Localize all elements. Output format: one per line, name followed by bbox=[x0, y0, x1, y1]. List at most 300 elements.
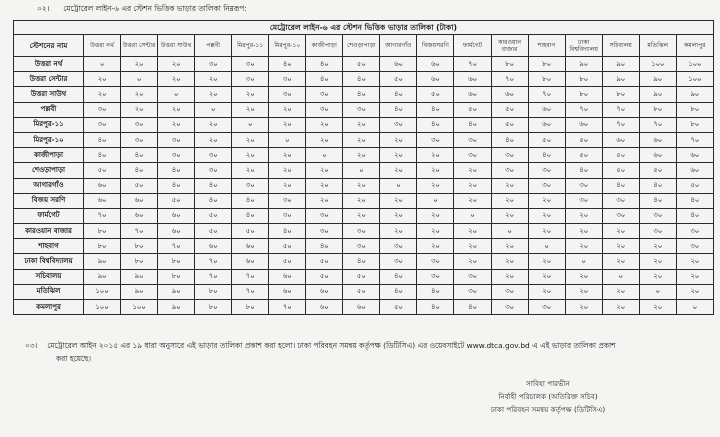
column-header: শেওড়াপাড়া bbox=[343, 35, 380, 57]
fare-cell: ৭০ bbox=[491, 72, 528, 87]
fare-cell: ২০ bbox=[602, 239, 639, 254]
fare-cell: ৬০ bbox=[639, 132, 676, 147]
fare-cell: ০ bbox=[417, 193, 454, 208]
fare-cell: ৫০ bbox=[269, 239, 306, 254]
station-name-cell: ঢাকা বিশ্ববিদ্যালয় bbox=[14, 254, 84, 269]
fare-cell: ৫০ bbox=[343, 269, 380, 284]
table-row bbox=[14, 254, 714, 269]
fare-cell: ২০ bbox=[343, 193, 380, 208]
fare-cell: ০ bbox=[380, 178, 417, 193]
fare-cell: ৩০ bbox=[417, 132, 454, 147]
fare-cell: ২০ bbox=[528, 254, 565, 269]
fare-cell: ৩০ bbox=[343, 239, 380, 254]
fare-cell: ৪০ bbox=[639, 178, 676, 193]
fare-table-body bbox=[14, 57, 714, 315]
fare-cell: ৭০ bbox=[158, 239, 195, 254]
fare-cell: ৪০ bbox=[417, 300, 454, 315]
column-header: উত্তরা সেন্টার bbox=[121, 35, 158, 57]
column-header: মিরপুর-১০ bbox=[269, 35, 306, 57]
fare-cell: ২০ bbox=[565, 300, 602, 315]
fare-cell: ২০ bbox=[565, 239, 602, 254]
fare-cell: ৮০ bbox=[158, 269, 195, 284]
fare-cell: ৩০ bbox=[454, 269, 491, 284]
fare-cell: ৮০ bbox=[232, 300, 269, 315]
fare-cell: ২০ bbox=[232, 163, 269, 178]
fare-cell: ৬০ bbox=[528, 102, 565, 117]
fare-cell: ২০ bbox=[121, 87, 158, 102]
fare-cell: ৭০ bbox=[454, 57, 491, 72]
fare-cell: ০ bbox=[528, 239, 565, 254]
table-row bbox=[14, 57, 714, 72]
fare-cell: ৩০ bbox=[528, 300, 565, 315]
fare-cell: ৬০ bbox=[269, 269, 306, 284]
station-name-cell: উত্তরা নর্থ bbox=[14, 57, 84, 72]
fare-cell: ৯০ bbox=[639, 87, 676, 102]
fare-cell: ৫০ bbox=[491, 117, 528, 132]
fare-cell: ৫০ bbox=[84, 163, 121, 178]
fare-cell: ৩০ bbox=[121, 132, 158, 147]
station-name-cell: উত্তরা সাউথ bbox=[14, 87, 84, 102]
fare-cell: ৪০ bbox=[454, 300, 491, 315]
column-header: সচিবালয় bbox=[602, 35, 639, 57]
fare-cell: ৪০ bbox=[306, 239, 343, 254]
table-row bbox=[14, 208, 714, 223]
fare-cell: ৯০ bbox=[121, 284, 158, 299]
fare-cell: ২০ bbox=[343, 117, 380, 132]
fare-cell: ০ bbox=[158, 87, 195, 102]
fare-cell: ২০ bbox=[343, 178, 380, 193]
fare-cell: ২০ bbox=[491, 269, 528, 284]
station-name-cell: শাহবাগ bbox=[14, 239, 84, 254]
fare-cell: ৫০ bbox=[417, 87, 454, 102]
fare-cell: ৩০ bbox=[306, 87, 343, 102]
fare-cell: ৭০ bbox=[121, 224, 158, 239]
station-name-cell: শেওড়াপাড়া bbox=[14, 163, 84, 178]
fare-cell: ৭০ bbox=[565, 102, 602, 117]
station-name-cell: আগারগাঁও bbox=[14, 178, 84, 193]
fare-cell: ৩০ bbox=[491, 148, 528, 163]
table-row bbox=[14, 117, 714, 132]
fare-cell: ৮০ bbox=[195, 284, 232, 299]
fare-cell: ৪০ bbox=[417, 102, 454, 117]
fare-cell: ৩০ bbox=[158, 148, 195, 163]
fare-cell: ২০ bbox=[454, 254, 491, 269]
fare-cell: ৩০ bbox=[454, 148, 491, 163]
fare-cell: ৫০ bbox=[269, 254, 306, 269]
fare-cell: ৬০ bbox=[343, 300, 380, 315]
station-name-cell: উত্তরা সেন্টার bbox=[14, 72, 84, 87]
fare-cell: ২০ bbox=[158, 102, 195, 117]
fare-cell: ৪০ bbox=[269, 224, 306, 239]
fare-cell: ২০ bbox=[491, 193, 528, 208]
fare-cell: ৩০ bbox=[676, 239, 713, 254]
fare-cell: ২০ bbox=[306, 163, 343, 178]
fare-cell: ৯০ bbox=[84, 254, 121, 269]
fare-cell: ৫০ bbox=[454, 102, 491, 117]
fare-cell: ২০ bbox=[528, 284, 565, 299]
fare-cell: ৬০ bbox=[491, 87, 528, 102]
fare-cell: ৮০ bbox=[84, 224, 121, 239]
fare-cell: ২০ bbox=[676, 284, 713, 299]
fare-cell: ২০ bbox=[158, 117, 195, 132]
fare-cell: ৩০ bbox=[528, 163, 565, 178]
signatory-name: সাবিহা পারভীন bbox=[526, 379, 570, 388]
fare-cell: ৫০ bbox=[380, 300, 417, 315]
fare-cell: ৩০ bbox=[491, 300, 528, 315]
fare-cell: ২০ bbox=[602, 284, 639, 299]
fare-cell: ১০০ bbox=[84, 284, 121, 299]
station-name-cell: মিরপুর-১০ bbox=[14, 132, 84, 147]
fare-cell: ২০ bbox=[343, 132, 380, 147]
table-row bbox=[14, 72, 714, 87]
fare-cell: ৩০ bbox=[639, 224, 676, 239]
fare-cell: ৯০ bbox=[565, 57, 602, 72]
fare-cell: ২০ bbox=[195, 132, 232, 147]
fare-cell: ২০ bbox=[417, 239, 454, 254]
table-title: মেট্রোরেল লাইন-৬ এর স্টেশন ভিত্তিক ভাড়ার তালিকা (টাকা) bbox=[14, 21, 714, 35]
fare-cell: ৮০ bbox=[121, 239, 158, 254]
fare-cell: ২০ bbox=[454, 224, 491, 239]
table-row bbox=[14, 284, 714, 299]
fare-cell: ৪০ bbox=[232, 193, 269, 208]
fare-cell: ৪০ bbox=[417, 117, 454, 132]
station-name-cell: ফার্মগেট bbox=[14, 208, 84, 223]
fare-cell: ৩০ bbox=[343, 102, 380, 117]
fare-cell: ৬০ bbox=[158, 208, 195, 223]
fare-cell: ২০ bbox=[232, 102, 269, 117]
table-row bbox=[14, 269, 714, 284]
fare-cell: ৬০ bbox=[528, 117, 565, 132]
table-row bbox=[14, 224, 714, 239]
column-header: উত্তরা নর্থ bbox=[84, 35, 121, 57]
table-row bbox=[14, 163, 714, 178]
fare-cell: ৪০ bbox=[195, 178, 232, 193]
column-header: আগারগাঁও bbox=[380, 35, 417, 57]
fare-cell: ২০ bbox=[528, 269, 565, 284]
fare-cell: ২০ bbox=[639, 300, 676, 315]
intro-text: মেট্রোরেল লাইন-৬ এর স্টেশন ভিত্তিক ভাড়ার তালিকা নিম্নরূপ: bbox=[63, 4, 247, 13]
fare-cell: ৮০ bbox=[676, 117, 713, 132]
fare-cell: ২০ bbox=[676, 254, 713, 269]
fare-cell: ২০ bbox=[158, 72, 195, 87]
fare-cell: ২০ bbox=[454, 178, 491, 193]
fare-cell: ৩০ bbox=[380, 117, 417, 132]
fare-cell: ৫০ bbox=[121, 178, 158, 193]
fare-cell: ৭০ bbox=[84, 208, 121, 223]
fare-cell: ৭০ bbox=[232, 284, 269, 299]
fare-cell: ০ bbox=[269, 132, 306, 147]
fare-cell: ২০ bbox=[195, 117, 232, 132]
fare-cell: ২০ bbox=[417, 178, 454, 193]
fare-cell: ২০ bbox=[528, 208, 565, 223]
fare-cell: ২০ bbox=[306, 193, 343, 208]
column-header: কমলাপুর bbox=[676, 35, 713, 57]
fare-cell: ২০ bbox=[602, 224, 639, 239]
fare-cell: ২০ bbox=[269, 178, 306, 193]
table-row bbox=[14, 193, 714, 208]
fare-cell: ৬০ bbox=[232, 254, 269, 269]
fare-cell: ৩০ bbox=[269, 72, 306, 87]
fare-cell: ২০ bbox=[232, 87, 269, 102]
column-header: মতিঝিল bbox=[639, 35, 676, 57]
fare-cell: ০ bbox=[343, 163, 380, 178]
fare-cell: ৫০ bbox=[639, 163, 676, 178]
fare-cell: ৭০ bbox=[639, 117, 676, 132]
station-name-cell: পল্লবী bbox=[14, 102, 84, 117]
fare-cell: ২০ bbox=[269, 163, 306, 178]
column-header: শাহবাগ bbox=[528, 35, 565, 57]
fare-cell: ৪০ bbox=[602, 178, 639, 193]
fare-cell: ৪০ bbox=[676, 208, 713, 223]
fare-cell: ০ bbox=[565, 254, 602, 269]
fare-cell: ২০ bbox=[565, 224, 602, 239]
fare-cell: ৫০ bbox=[528, 132, 565, 147]
fare-cell: ২০ bbox=[491, 239, 528, 254]
fare-cell: ৮০ bbox=[528, 72, 565, 87]
fare-cell: ৭০ bbox=[528, 87, 565, 102]
column-header: কাজীপাড়া bbox=[306, 35, 343, 57]
fare-cell: ৩০ bbox=[195, 148, 232, 163]
fare-cell: ৪০ bbox=[84, 132, 121, 147]
column-header: ফার্মগেট bbox=[454, 35, 491, 57]
fare-cell: ৫০ bbox=[380, 72, 417, 87]
fare-cell: ৩০ bbox=[306, 102, 343, 117]
fare-cell: ৫০ bbox=[306, 269, 343, 284]
fare-cell: ৪০ bbox=[158, 178, 195, 193]
fare-table bbox=[13, 20, 714, 315]
fare-cell: ৩০ bbox=[195, 57, 232, 72]
fare-cell: ৩০ bbox=[565, 178, 602, 193]
column-header: মিরপুর-১১ bbox=[232, 35, 269, 57]
fare-cell: ২০ bbox=[84, 72, 121, 87]
station-name-cell: বিজয় সরণি bbox=[14, 193, 84, 208]
fare-cell: ২০ bbox=[602, 300, 639, 315]
fare-cell: ২০ bbox=[380, 148, 417, 163]
fare-cell: ৬০ bbox=[639, 148, 676, 163]
fare-cell: ০ bbox=[195, 102, 232, 117]
fare-cell: ২০ bbox=[417, 208, 454, 223]
fare-cell: ৭০ bbox=[602, 117, 639, 132]
fare-cell: ২০ bbox=[380, 208, 417, 223]
fare-cell: ১০০ bbox=[121, 300, 158, 315]
fare-cell: ০ bbox=[491, 224, 528, 239]
fare-cell: ৪০ bbox=[380, 284, 417, 299]
fare-cell: ৪০ bbox=[565, 163, 602, 178]
fare-cell: ৪০ bbox=[306, 72, 343, 87]
fare-cell: ৮০ bbox=[195, 300, 232, 315]
column-header: উত্তরা সাউথ bbox=[158, 35, 195, 57]
station-name-cell: কারওয়ান বাজার bbox=[14, 224, 84, 239]
fare-cell: ২০ bbox=[417, 148, 454, 163]
fare-cell: ৮০ bbox=[565, 72, 602, 87]
fare-cell: ৩০ bbox=[195, 163, 232, 178]
fare-cell: ৪০ bbox=[306, 57, 343, 72]
fare-cell: ৬০ bbox=[232, 239, 269, 254]
station-name-cell: কমলাপুর bbox=[14, 300, 84, 315]
fare-cell: ৫০ bbox=[602, 163, 639, 178]
fare-cell: ২০ bbox=[454, 163, 491, 178]
fare-cell: ৯০ bbox=[602, 57, 639, 72]
station-name-cell: কাজীপাড়া bbox=[14, 148, 84, 163]
note-line2: করা হয়েছে। bbox=[56, 354, 92, 363]
fare-cell: ৮০ bbox=[528, 57, 565, 72]
table-row bbox=[14, 87, 714, 102]
fare-cell: ২০ bbox=[195, 72, 232, 87]
fare-cell: ২০ bbox=[232, 132, 269, 147]
fare-cell: ২০ bbox=[306, 132, 343, 147]
fare-cell: ৫০ bbox=[602, 148, 639, 163]
fare-cell: ২০ bbox=[380, 193, 417, 208]
fare-cell: ৫০ bbox=[565, 148, 602, 163]
fare-cell: ৬০ bbox=[380, 57, 417, 72]
fare-cell: ০ bbox=[306, 148, 343, 163]
fare-cell: ৮০ bbox=[491, 57, 528, 72]
fare-cell: ২০ bbox=[639, 254, 676, 269]
fare-cell: ৮০ bbox=[565, 87, 602, 102]
fare-cell: ২০ bbox=[639, 269, 676, 284]
station-name-cell: সচিবালয় bbox=[14, 269, 84, 284]
fare-cell: ০ bbox=[84, 57, 121, 72]
fare-cell: ৩০ bbox=[343, 224, 380, 239]
fare-cell: ৬০ bbox=[454, 87, 491, 102]
fare-cell: ৭০ bbox=[676, 132, 713, 147]
fare-cell: ৬০ bbox=[454, 72, 491, 87]
fare-cell: ২০ bbox=[121, 102, 158, 117]
table-row bbox=[14, 239, 714, 254]
fare-cell: ৪০ bbox=[158, 163, 195, 178]
fare-cell: ২০ bbox=[454, 239, 491, 254]
fare-cell: ৪০ bbox=[232, 208, 269, 223]
fare-cell: ৫০ bbox=[195, 208, 232, 223]
fare-cell: ৫০ bbox=[232, 224, 269, 239]
fare-cell: ৪০ bbox=[417, 284, 454, 299]
fare-cell: ৬০ bbox=[602, 132, 639, 147]
fare-cell: ২০ bbox=[380, 163, 417, 178]
fare-cell: ২০ bbox=[565, 269, 602, 284]
table-row bbox=[14, 178, 714, 193]
fare-cell: ৬০ bbox=[121, 193, 158, 208]
fare-cell: ৩০ bbox=[565, 193, 602, 208]
fare-cell: ৬০ bbox=[676, 163, 713, 178]
fare-cell: ৮০ bbox=[158, 254, 195, 269]
fare-cell: ৫০ bbox=[343, 57, 380, 72]
fare-cell: ৮০ bbox=[84, 239, 121, 254]
fare-cell: ২০ bbox=[343, 148, 380, 163]
fare-cell: ২০ bbox=[454, 193, 491, 208]
fare-cell: ৫০ bbox=[491, 102, 528, 117]
fare-cell: ৪০ bbox=[528, 148, 565, 163]
fare-cell: ২০ bbox=[121, 57, 158, 72]
fare-cell: ৫০ bbox=[306, 254, 343, 269]
fare-cell: ৬০ bbox=[84, 178, 121, 193]
fare-cell: ৩০ bbox=[269, 193, 306, 208]
fare-cell: ৩০ bbox=[454, 132, 491, 147]
fare-cell: ২০ bbox=[269, 148, 306, 163]
fare-cell: ৫০ bbox=[158, 193, 195, 208]
fare-cell: ৩০ bbox=[602, 193, 639, 208]
fare-cell: ৭০ bbox=[232, 269, 269, 284]
fare-cell: ৩০ bbox=[306, 208, 343, 223]
fare-cell: ২০ bbox=[491, 208, 528, 223]
fare-cell: ৭০ bbox=[195, 254, 232, 269]
fare-cell: ৬০ bbox=[417, 72, 454, 87]
fare-cell: ২০ bbox=[528, 224, 565, 239]
table-row bbox=[14, 148, 714, 163]
fare-cell: ৪০ bbox=[380, 102, 417, 117]
fare-cell: ৩০ bbox=[380, 239, 417, 254]
fare-cell: ৬০ bbox=[306, 300, 343, 315]
fare-cell: ৩০ bbox=[232, 178, 269, 193]
fare-cell: ৩০ bbox=[417, 254, 454, 269]
fare-cell: ৫০ bbox=[565, 132, 602, 147]
fare-cell: ৩০ bbox=[306, 224, 343, 239]
fare-cell: ৪০ bbox=[269, 57, 306, 72]
fare-cell: ৮০ bbox=[639, 102, 676, 117]
fare-cell: ১০০ bbox=[676, 72, 713, 87]
fare-cell: ৯০ bbox=[639, 72, 676, 87]
fare-cell: ৯০ bbox=[158, 284, 195, 299]
fare-cell: ০ bbox=[454, 208, 491, 223]
fare-cell: ২০ bbox=[269, 117, 306, 132]
fare-cell: ৬০ bbox=[417, 57, 454, 72]
note-paragraph bbox=[25, 339, 616, 365]
fare-cell: ২০ bbox=[639, 239, 676, 254]
fare-cell: ৩০ bbox=[417, 269, 454, 284]
fare-cell: ৬০ bbox=[121, 208, 158, 223]
fare-cell: ০ bbox=[676, 300, 713, 315]
fare-cell: ৬০ bbox=[306, 284, 343, 299]
fare-cell: ৭০ bbox=[602, 102, 639, 117]
fare-cell: ২০ bbox=[417, 163, 454, 178]
fare-cell: ২০ bbox=[491, 178, 528, 193]
fare-cell: ২০ bbox=[158, 57, 195, 72]
fare-cell: ২০ bbox=[269, 102, 306, 117]
fare-cell: ৪০ bbox=[121, 148, 158, 163]
signatory-office: ঢাকা পরিবহন সমন্বয় কর্তৃপক্ষ (ডিটিসিএ) bbox=[490, 405, 606, 414]
fare-cell: ৪০ bbox=[121, 163, 158, 178]
fare-cell: ৮০ bbox=[602, 87, 639, 102]
signature-block bbox=[458, 377, 638, 416]
fare-cell: ৯০ bbox=[602, 72, 639, 87]
fare-cell: ৪০ bbox=[639, 193, 676, 208]
fare-cell: ০ bbox=[602, 269, 639, 284]
fare-cell: ৩০ bbox=[269, 208, 306, 223]
table-row bbox=[14, 300, 714, 315]
fare-cell: ২০ bbox=[380, 132, 417, 147]
fare-cell: ৩০ bbox=[676, 224, 713, 239]
fare-cell: ৬০ bbox=[195, 239, 232, 254]
fare-cell: ৪০ bbox=[84, 148, 121, 163]
fare-cell: ২০ bbox=[306, 178, 343, 193]
column-header: ঢাকা বিশ্ববিদ্যালয় bbox=[565, 35, 602, 57]
fare-cell: ৪০ bbox=[380, 87, 417, 102]
fare-cell: ২০ bbox=[417, 224, 454, 239]
fare-cell: ৩০ bbox=[454, 284, 491, 299]
table-row bbox=[14, 132, 714, 147]
signatory-designation: নির্বাহী পরিচালক (অতিরিক্ত সচিব) bbox=[498, 392, 598, 401]
fare-cell: ১০০ bbox=[639, 57, 676, 72]
column-header: কারওয়ান বাজার bbox=[491, 35, 528, 57]
fare-cell: ২০ bbox=[232, 148, 269, 163]
fare-cell: ৬০ bbox=[158, 224, 195, 239]
fare-cell: ৬০ bbox=[269, 284, 306, 299]
fare-cell: ২০ bbox=[565, 208, 602, 223]
column-header: বিজয়সরণি bbox=[417, 35, 454, 57]
fare-cell: ২০ bbox=[306, 117, 343, 132]
fare-cell: ৫০ bbox=[676, 178, 713, 193]
fare-cell: ০ bbox=[121, 72, 158, 87]
fare-cell: ৩০ bbox=[528, 178, 565, 193]
